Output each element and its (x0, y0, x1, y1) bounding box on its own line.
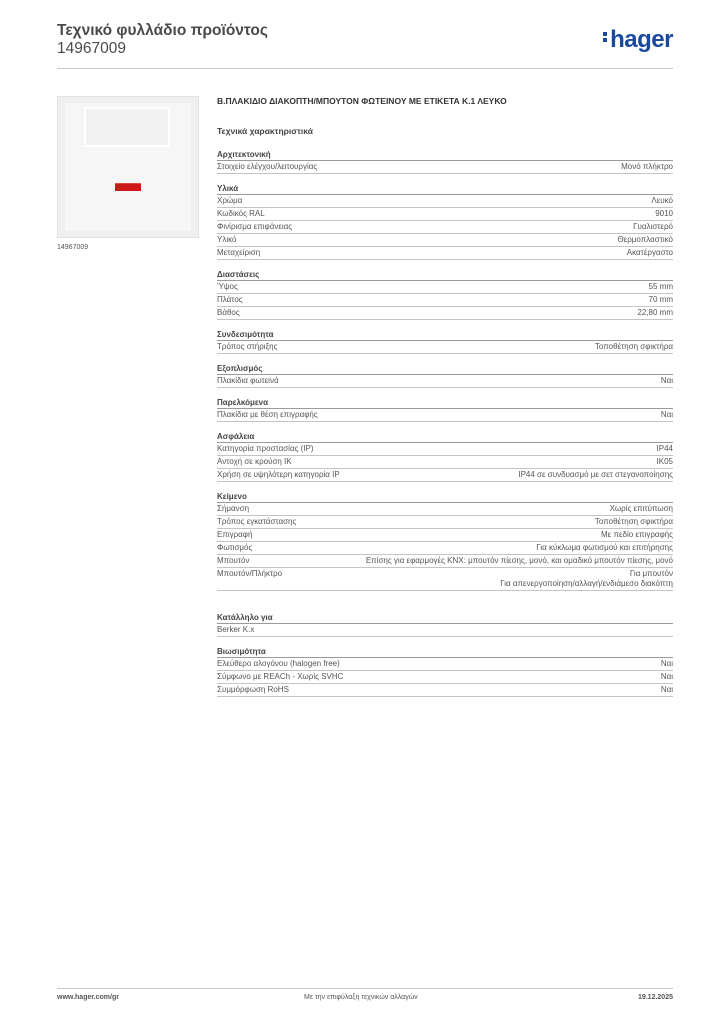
spec-value: Ναι (660, 685, 673, 694)
spec-group (217, 430, 673, 482)
spec-key: Επιγραφή (217, 530, 253, 539)
spec-key: Ελεύθερο αλογόνου (halogen free) (217, 659, 340, 668)
header-divider (57, 68, 673, 69)
spec-key: Berker K.x (217, 625, 255, 634)
spec-row (217, 469, 673, 482)
spec-key: Κατηγορία προστασίας (IP) (217, 444, 314, 453)
spec-group (217, 268, 673, 320)
spec-row (217, 658, 673, 671)
spec-key: Μπουτόν (217, 556, 250, 565)
spec-value (254, 625, 673, 635)
footer-divider (57, 988, 673, 989)
spec-row (217, 568, 673, 591)
logo-dots-icon (603, 30, 608, 44)
spec-row (217, 542, 673, 555)
spec-row (217, 375, 673, 388)
spec-group-title: Κείμενο (217, 490, 673, 503)
group-spacer (217, 591, 673, 603)
spec-value: Τοποθέτηση σφικτήρα (594, 342, 673, 351)
spec-row (217, 221, 673, 234)
spec-group-title: Διαστάσεις (217, 268, 673, 281)
spec-key: Πλακίδια φωτεινά (217, 376, 279, 385)
spec-row (217, 294, 673, 307)
spec-value: Τοποθέτηση σφικτήρα (594, 517, 673, 526)
spec-key: Σήμανση (217, 504, 250, 513)
spec-value: IP44 σε συνδυασμό με σετ στεγανοποίησης (518, 470, 673, 479)
spec-key: Τρόπος στήριξης (217, 342, 278, 351)
spec-value: 70 mm (648, 295, 673, 304)
spec-row (217, 529, 673, 542)
product-image (57, 96, 199, 238)
spec-key: Συμμόρφωση RoHS (217, 685, 289, 694)
spec-key: Βάθος (217, 308, 240, 317)
spec-row (217, 456, 673, 469)
spec-value: Ναι (660, 410, 673, 419)
spec-row (217, 161, 673, 174)
specifications (217, 96, 673, 697)
spec-group-title: Εξοπλισμός (217, 362, 673, 375)
spec-row (217, 516, 673, 529)
spec-key: Στοιχείο ελέγχου/λειτουργίας (217, 162, 318, 171)
footer-note: Με την επιφύλαξη τεχνικών αλλαγών (304, 994, 418, 1001)
spec-group (217, 611, 673, 637)
section-heading: Τεχνικά χαρακτηριστικά (217, 126, 313, 136)
spec-key: Χρήση σε υψηλότερη κατηγορία IP (217, 470, 340, 479)
spec-value: Ακατέργαστο (626, 248, 673, 257)
spec-row (217, 503, 673, 516)
spec-group (217, 182, 673, 260)
spec-row (217, 281, 673, 294)
spec-value: 22,80 mm (637, 308, 673, 317)
spec-group (217, 148, 673, 174)
spec-row (217, 409, 673, 422)
spec-key: Πλάτος (217, 295, 243, 304)
spec-group-title: Υλικά (217, 182, 673, 195)
document-number: 14967009 (57, 40, 126, 57)
spec-value: IK05 (656, 457, 673, 466)
spec-group-title: Συνδεσιμότητα (217, 328, 673, 341)
spec-key: Μπουτόν/Πλήκτρο (217, 569, 283, 578)
spec-value: 9010 (655, 209, 673, 218)
footer-website[interactable]: www.hager.com/gr (57, 994, 119, 1001)
spec-group (217, 362, 673, 388)
spec-row (217, 555, 673, 568)
red-indicator-light (115, 183, 141, 191)
spec-key: Υλικό (217, 235, 237, 244)
spec-key: Φωτισμός (217, 543, 253, 552)
product-name: Β.ΠΛΑΚΙΔΙΟ ΔΙΑΚΟΠΤΗ/ΜΠΟΥΤΟΝ ΦΩΤΕΙΝΟΥ ΜΕ ΕΤΙΚΕΤΑ Κ.1 ΛΕΥΚΟ (217, 96, 507, 106)
document-title: Τεχνικό φυλλάδιο προϊόντος (57, 22, 268, 39)
spec-row (217, 341, 673, 354)
spec-group-title: Κατάλληλο για (217, 611, 673, 624)
spec-row (217, 195, 673, 208)
spec-value: Ναι (660, 376, 673, 385)
switch-plate (65, 103, 191, 231)
footer-date: 19.12.2025 (637, 994, 673, 1001)
spec-value: Θερμοπλαστικό (617, 235, 673, 244)
spec-key: Κωδικός RAL (217, 209, 265, 218)
spec-group (217, 645, 673, 697)
spec-value: Λευκό (651, 196, 673, 205)
spec-value: Για κύκλωμα φωτισμού και επιτήρησης (536, 543, 673, 552)
spec-row (217, 624, 673, 637)
spec-row (217, 443, 673, 456)
spec-key: Αντοχή σε κρούση IK (217, 457, 292, 466)
spec-group-title: Ασφάλεια (217, 430, 673, 443)
spec-key: Μεταχείριση (217, 248, 261, 257)
spec-value: Για μπουτόν Για απενεργοποίηση/αλλαγή/ενδιάμεσο διακόπτη (500, 569, 673, 588)
spec-value: Επίσης για εφαρμογές KNX: μπουτόν πίεσης, μονό, και ομαδικό μπουτόν πίεσης, μονό (365, 556, 673, 565)
spec-key: Ύψος (217, 282, 238, 291)
spec-key: Σύμφωνο με REACh - Χωρίς SVHC (217, 672, 344, 681)
spec-key: Χρώμα (217, 196, 243, 205)
spec-row (217, 234, 673, 247)
spec-value: Μονό πλήκτρο (621, 162, 673, 171)
label-window (84, 107, 170, 147)
spec-group (217, 328, 673, 354)
spec-value: Χωρίς επιτύπωση (609, 504, 673, 513)
spec-row (217, 671, 673, 684)
spec-row (217, 208, 673, 221)
spec-group-title: Βιωσιμότητα (217, 645, 673, 658)
spec-group-title: Αρχιτεκτονική (217, 148, 673, 161)
spec-group (217, 490, 673, 591)
spec-value: Ναι (660, 672, 673, 681)
spec-value: IP44 (656, 444, 673, 453)
spec-row (217, 684, 673, 697)
spec-value: Ναι (660, 659, 673, 668)
image-caption: 14967009 (57, 244, 89, 251)
spec-value: Γυαλιστερό (633, 222, 673, 231)
hager-logo (603, 26, 673, 54)
spec-row (217, 307, 673, 320)
spec-value: 55 mm (648, 282, 673, 291)
spec-groups (217, 148, 673, 697)
spec-value: Με πεδίο επιγραφής (601, 530, 673, 539)
spec-row (217, 247, 673, 260)
spec-key: Φινίρισμα επιφάνειας (217, 222, 293, 231)
spec-key: Πλακίδια με θέση επιγραφής (217, 410, 318, 419)
logo-text: hager (610, 26, 673, 53)
page-header (57, 22, 673, 68)
spec-group-title: Παρελκόμενα (217, 396, 673, 409)
spec-group (217, 396, 673, 422)
spec-key: Τρόπος εγκατάστασης (217, 517, 297, 526)
